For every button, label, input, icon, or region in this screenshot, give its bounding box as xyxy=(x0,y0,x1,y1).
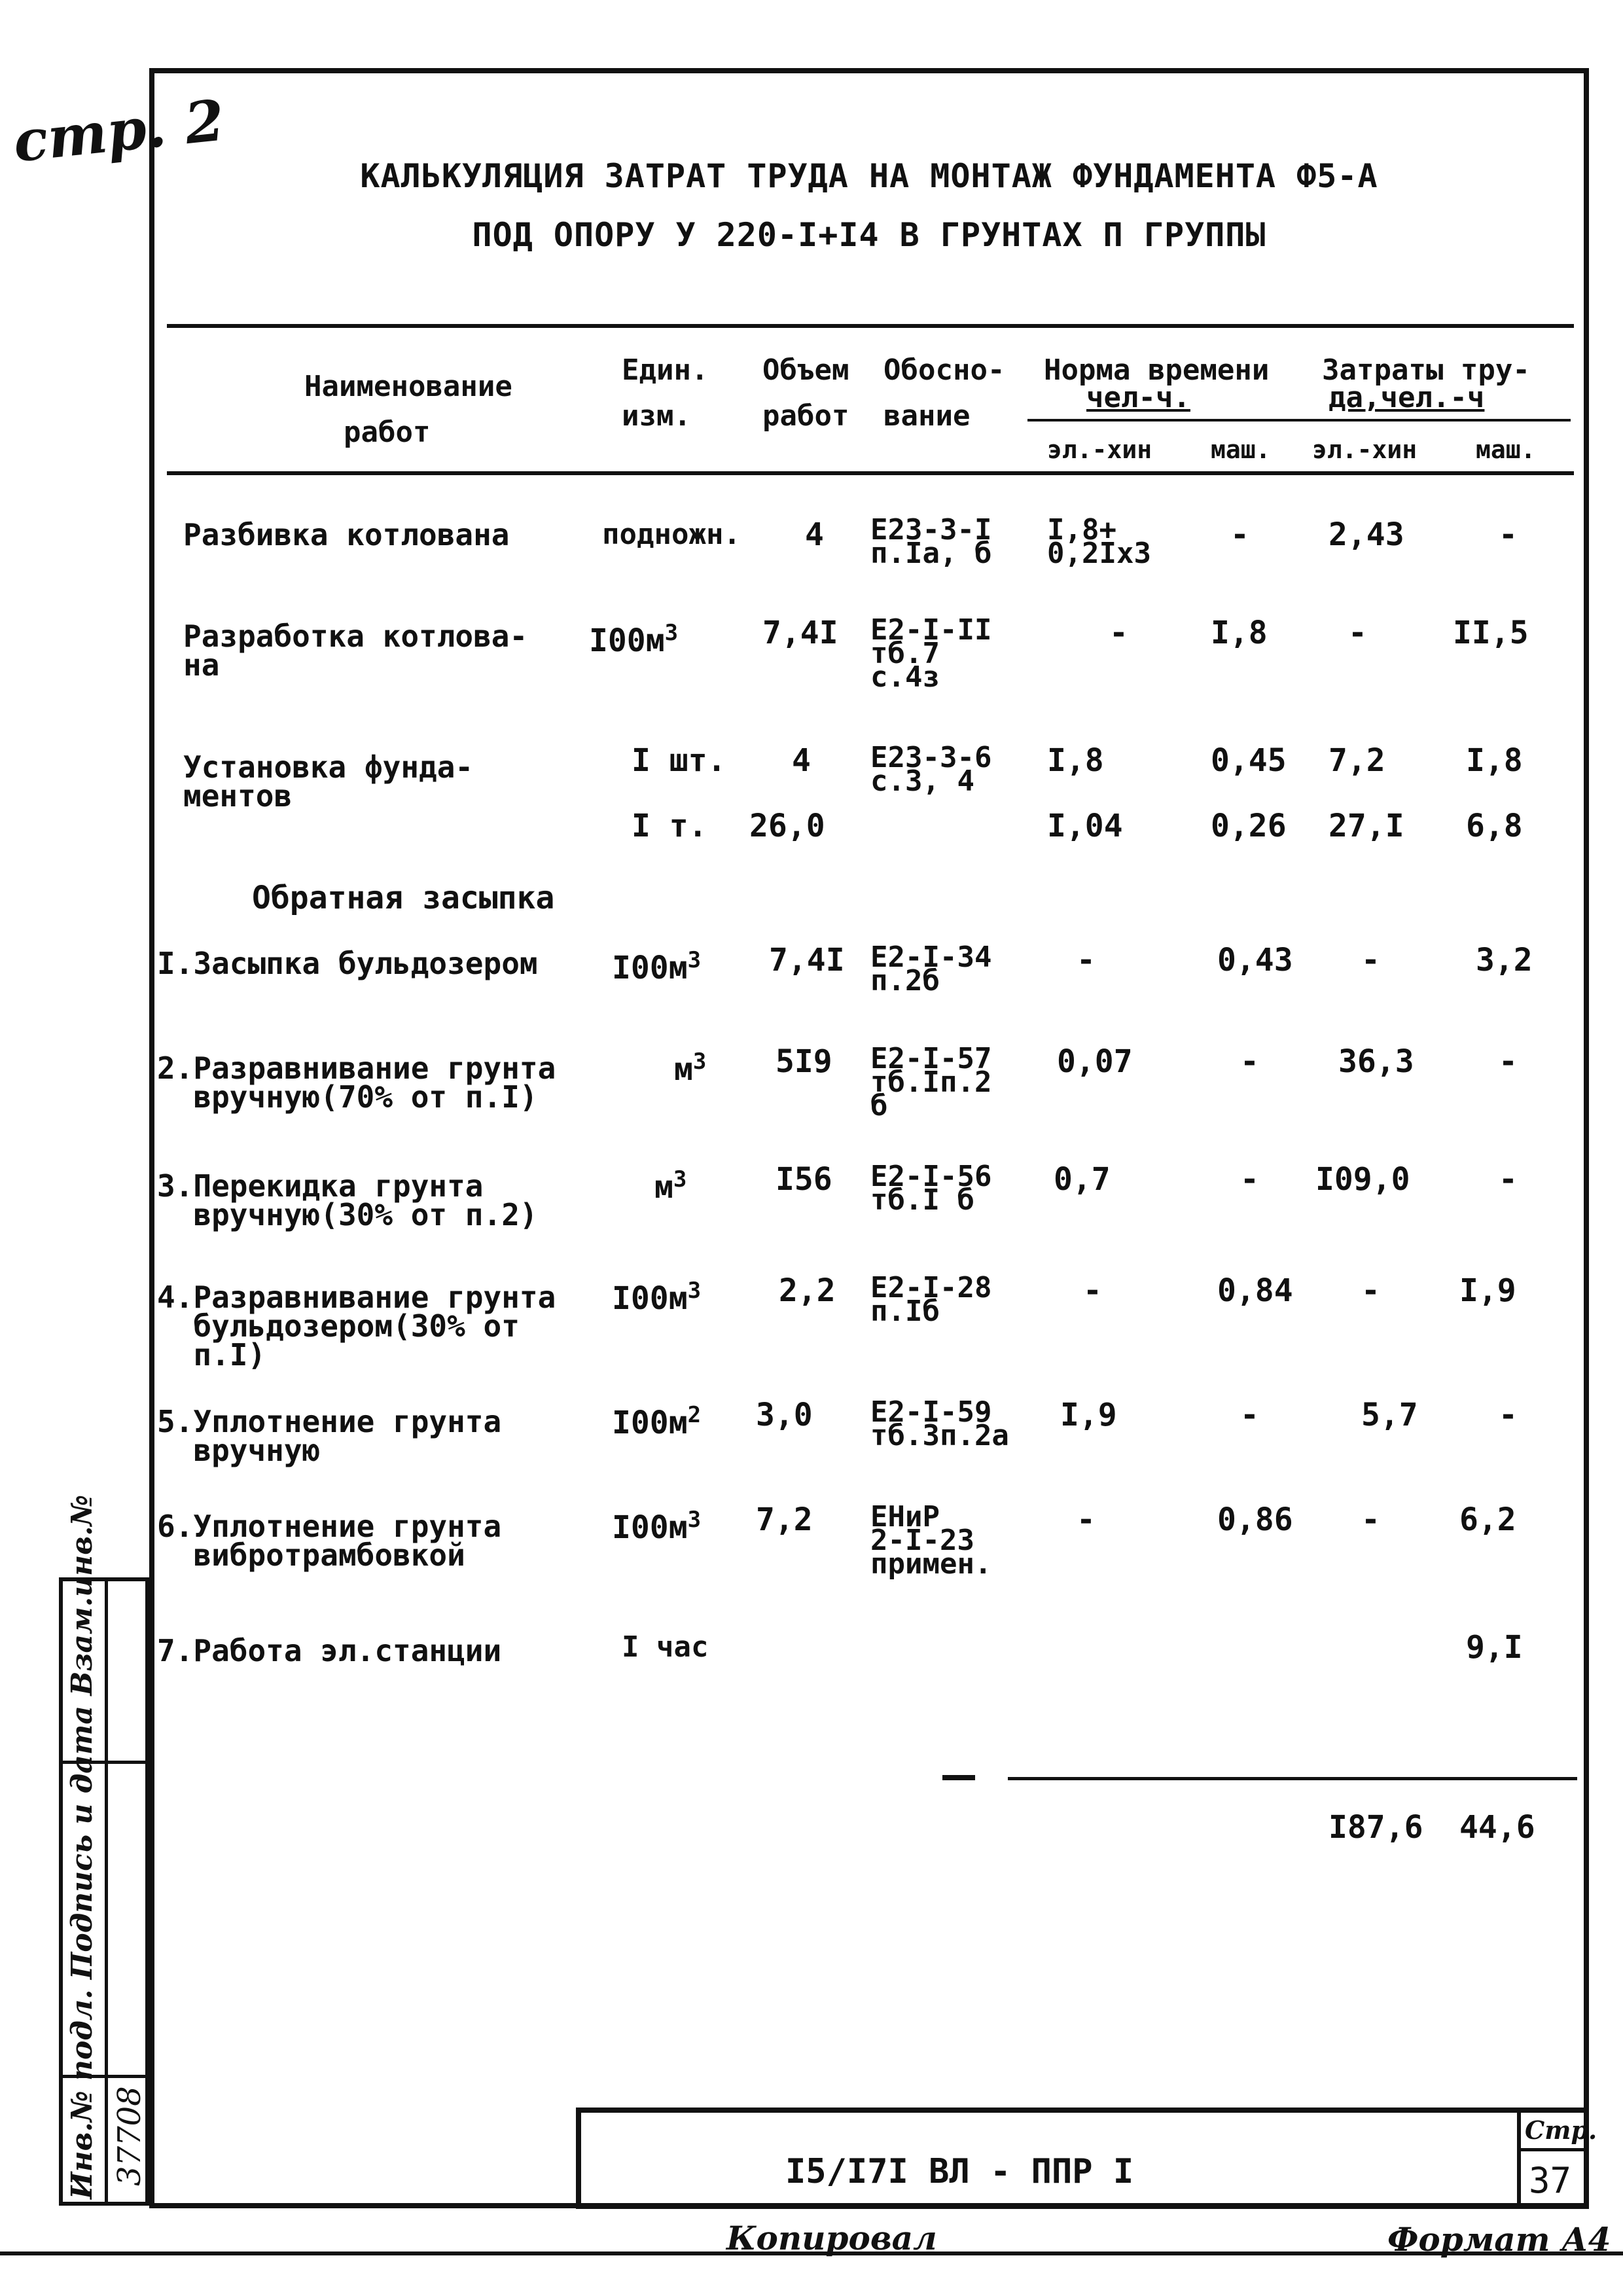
row-unit: I час xyxy=(622,1630,709,1664)
row-norm-mash: - xyxy=(1240,1043,1259,1080)
header-basis-1: Обосно- xyxy=(883,353,1005,387)
row-unit: I шт. xyxy=(632,742,726,779)
row-labor-el: - xyxy=(1361,942,1380,978)
header-name-2: работ xyxy=(344,416,431,449)
document-number: I5/I7I ВЛ - ППР I xyxy=(785,2152,1134,2191)
row-norm-el: I,8+ 0,2Iх3 xyxy=(1047,513,1151,570)
row-labor-mash: I,9 xyxy=(1459,1272,1516,1309)
row-norm-mash: - xyxy=(1240,1161,1259,1198)
page-number: 37 xyxy=(1529,2160,1572,2201)
row-unit: $I00м^2$ xyxy=(612,1402,702,1441)
row-volume: 7,2 xyxy=(756,1501,813,1538)
section-backfill: Обратная засыпка xyxy=(252,880,555,916)
row-norm-mash: 0,84 xyxy=(1217,1272,1293,1309)
document-title-line1: КАЛЬКУЛЯЦИЯ ЗАТРАТ ТРУДА НА МОНТАЖ ФУНДАМЕНТА Ф5-А xyxy=(360,157,1378,195)
row-unit: $I00м^3$ xyxy=(612,947,702,986)
row-norm-mash: - xyxy=(1230,516,1249,553)
row-unit: $м^3$ xyxy=(654,1166,687,1206)
row-norm-el: - xyxy=(1077,942,1096,978)
page-label: Стр. xyxy=(1525,2115,1597,2145)
row-name: 4.Разравнивание грунта бульдозером(30% от п.I) xyxy=(157,1280,556,1372)
row-labor-mash: - xyxy=(1499,1043,1518,1080)
row-unit: $I00м^3$ xyxy=(589,620,679,659)
row-norm-mash: 0,45 xyxy=(1211,742,1287,779)
row-name: Разработка котлова- на xyxy=(183,619,528,683)
header-bottom-rule xyxy=(167,471,1574,475)
row-labor-el: 27,I xyxy=(1329,808,1404,844)
stamp-number: 37708 xyxy=(111,2086,148,2186)
row-labor-el: - xyxy=(1361,1501,1380,1538)
row-unit: $I00м^3$ xyxy=(612,1507,702,1546)
row-volume: 7,4I xyxy=(762,615,838,651)
total-labor-el: I87,6 xyxy=(1329,1809,1423,1846)
row-labor-el: - xyxy=(1361,1272,1380,1309)
row-volume: I56 xyxy=(776,1161,832,1198)
row-basis: Е2-I-59 тб.3п.2а xyxy=(870,1395,1009,1452)
row-labor-mash: - xyxy=(1499,1161,1518,1198)
row-norm-el: 0,07 xyxy=(1057,1043,1133,1080)
row-name: 3.Перекидка грунта вручную(30% от п.2) xyxy=(157,1168,538,1232)
row-norm-el: I,04 xyxy=(1047,808,1123,844)
header-norm-2: чел-ч. xyxy=(1086,381,1190,414)
row-unit: $I00м^3$ xyxy=(612,1278,702,1317)
row-volume: 7,4I xyxy=(769,942,845,978)
row-basis: ЕНиР 2-I-23 примен. xyxy=(870,1500,992,1581)
row-name: 6.Уплотнение грунта вибротрамбовкой xyxy=(157,1509,502,1573)
row-labor-mash: 6,2 xyxy=(1459,1501,1516,1538)
page-box-divider xyxy=(1517,2148,1589,2151)
row-labor-el: 36,3 xyxy=(1338,1043,1414,1080)
header-norm-el: эл.-хин xyxy=(1047,435,1152,464)
row-unit: I т. xyxy=(632,808,707,844)
row-basis: Е23-3-6 с.3, 4 xyxy=(870,741,992,798)
row-norm-mash: 0,26 xyxy=(1211,808,1287,844)
row-name: Разбивка котлована xyxy=(183,517,510,552)
row-norm-el: I,8 xyxy=(1047,742,1104,779)
header-basis-2: вание xyxy=(883,399,971,433)
row-basis: Е2-I-34 п.2б xyxy=(870,941,992,997)
total-dash xyxy=(942,1775,975,1780)
row-labor-mash: II,5 xyxy=(1453,615,1529,651)
row-basis: Е2-I-II тб.7 с.4з xyxy=(870,613,992,694)
header-labor-2: да,чел.-ч xyxy=(1329,381,1485,414)
header-labor-el: эл.-хин xyxy=(1312,435,1418,464)
row-basis: Е23-3-I п.Iа, б xyxy=(870,513,992,570)
row-name: Установка фунда- ментов xyxy=(183,749,474,814)
row-labor-mash: I,8 xyxy=(1466,742,1523,779)
row-norm-el: - xyxy=(1077,1501,1096,1538)
row-volume: 3,0 xyxy=(756,1397,813,1433)
signature-format: Формат А4 xyxy=(1387,2220,1611,2259)
total-labor-mash: 44,6 xyxy=(1459,1809,1535,1846)
row-norm-mash: - xyxy=(1240,1397,1259,1433)
document-title-line2: ПОД ОПОРУ У 220-I+I4 В ГРУНТАХ П ГРУППЫ xyxy=(472,216,1266,254)
header-volume-1: Объем xyxy=(762,353,849,387)
header-sub-rule xyxy=(1027,419,1571,422)
row-labor-el: I09,0 xyxy=(1315,1161,1410,1198)
row-name: 7.Работа эл.станции xyxy=(157,1633,502,1668)
row-name: 2.Разравнивание грунта вручную(70% от п.I) xyxy=(157,1050,556,1115)
row-labor-el: 5,7 xyxy=(1361,1397,1418,1433)
header-labor-1: Затраты тру- xyxy=(1322,353,1530,387)
header-norm-1: Норма времени xyxy=(1044,353,1270,387)
row-unit: $м^3$ xyxy=(674,1049,707,1088)
row-basis: Е2-I-28 п.Iб xyxy=(870,1271,992,1328)
header-name-1: Наименование xyxy=(304,370,512,403)
row-volume: 4 xyxy=(805,516,824,553)
table-top-rule xyxy=(167,324,1574,328)
row-norm-mash: 0,86 xyxy=(1217,1501,1293,1538)
header-labor-mash: маш. xyxy=(1476,435,1536,464)
row-labor-el: - xyxy=(1348,615,1367,651)
row-name: I.Засыпка бульдозером xyxy=(157,946,538,981)
row-norm-el: - xyxy=(1109,615,1128,651)
stamp-divider-vertical xyxy=(105,1577,108,2206)
stamp-text: Инв.№ подл. Подпись и дата Взам.инв.№ xyxy=(65,1494,99,2199)
row-norm-el: I,9 xyxy=(1060,1397,1117,1433)
row-norm-el: 0,7 xyxy=(1054,1161,1111,1198)
corner-handwritten-mark: стр. 2 xyxy=(10,87,228,175)
row-labor-el: 2,43 xyxy=(1329,516,1404,553)
row-volume: 4 xyxy=(792,742,811,779)
header-unit-1: Един. xyxy=(622,353,709,387)
row-labor-el: 7,2 xyxy=(1329,742,1385,779)
row-norm-mash: 0,43 xyxy=(1217,942,1293,978)
row-norm-mash: I,8 xyxy=(1211,615,1268,651)
row-labor-mash: 6,8 xyxy=(1466,808,1523,844)
row-labor-mash: - xyxy=(1499,1397,1518,1433)
row-labor-mash: 9,I xyxy=(1466,1629,1523,1666)
row-norm-el: - xyxy=(1083,1272,1102,1309)
row-basis: Е2-I-56 тб.I б xyxy=(870,1160,992,1217)
header-volume-2: работ xyxy=(762,399,849,433)
total-rule xyxy=(1008,1777,1577,1780)
row-name: 5.Уплотнение грунта вручную xyxy=(157,1404,502,1468)
row-volume: 2,2 xyxy=(779,1272,836,1309)
signature-copied: Копировал xyxy=(726,2219,937,2257)
row-volume: 26,0 xyxy=(749,808,825,844)
row-basis: Е2-I-57 тб.Iп.2 б xyxy=(870,1042,992,1122)
row-labor-mash: - xyxy=(1499,516,1518,553)
header-unit-2: изм. xyxy=(622,399,691,433)
row-volume: 5I9 xyxy=(776,1043,832,1080)
row-labor-mash: 3,2 xyxy=(1476,942,1533,978)
row-unit: подножн. xyxy=(602,518,741,551)
header-norm-mash: маш. xyxy=(1211,435,1271,464)
